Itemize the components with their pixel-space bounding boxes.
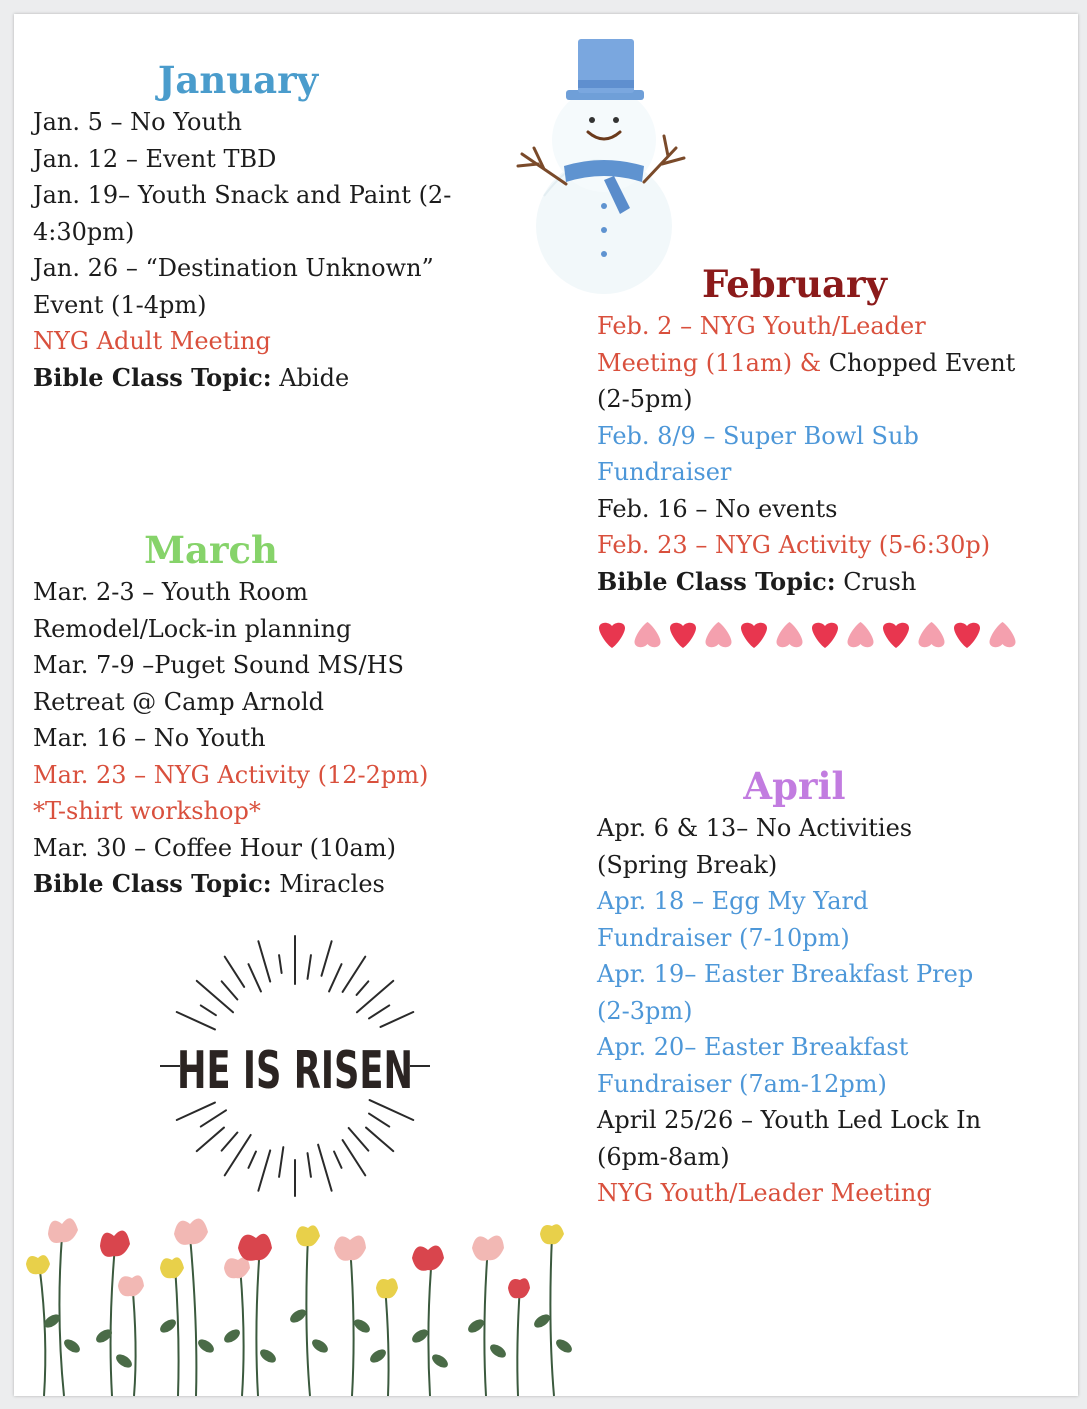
ray-line <box>357 981 393 1012</box>
january-title: January <box>157 58 319 102</box>
ray-line <box>201 1005 216 1015</box>
heart-icon <box>635 622 661 647</box>
he-is-risen-graphic <box>160 928 430 1198</box>
march-event: Remodel/Lock-in planning <box>33 614 352 643</box>
april-event: Fundraiser (7-10pm) <box>597 923 850 952</box>
heart-icon <box>954 623 980 648</box>
ray-line <box>222 1133 238 1151</box>
ray-line <box>366 1128 393 1152</box>
april-event: Apr. 6 & 13– No Activities <box>597 814 913 842</box>
flower-border-icon <box>20 1196 565 1396</box>
february-event: Feb. 23 – NYG Activity (5-6:30p) <box>597 531 991 559</box>
ray-line <box>321 941 331 976</box>
bible-topic-value: Miracles <box>279 870 385 898</box>
ray-line <box>343 957 366 992</box>
february-title: February <box>701 262 888 306</box>
ray-line <box>177 1012 215 1029</box>
heart-row-icon <box>596 618 1026 652</box>
heart-icon <box>919 622 945 647</box>
april-event: Apr. 18 – Egg My Yard <box>597 887 869 915</box>
ray-line <box>381 1012 414 1027</box>
heart-icon <box>599 623 625 648</box>
march-event: Retreat @ Camp Arnold <box>33 687 324 716</box>
march-section <box>33 528 513 903</box>
april-event: (2-3pm) <box>597 996 693 1025</box>
bible-topic-label: Bible Class Topic: <box>33 362 272 392</box>
ray-line <box>334 1152 341 1168</box>
march-event: *T-shirt workshop* <box>33 797 261 825</box>
march-event: Mar. 2-3 – Youth Room <box>33 578 309 606</box>
january-section <box>33 58 513 396</box>
ray-line <box>369 1005 389 1018</box>
april-event: NYG Youth/Leader Meeting <box>597 1179 932 1207</box>
ray-line <box>258 1150 270 1190</box>
january-event: Jan. 19– Youth Snack and Paint (2- <box>33 181 452 209</box>
ray-line <box>225 957 244 987</box>
bible-topic-label: Bible Class Topic: <box>33 869 272 898</box>
april-event: (6pm-8am) <box>597 1142 730 1171</box>
ray-line <box>318 1145 332 1191</box>
march-event: Mar. 16 – No Youth <box>33 724 266 752</box>
bible-topic-value: Crush <box>843 567 917 596</box>
bible-topic-value: Abide <box>279 363 350 392</box>
ray-line <box>225 1135 251 1175</box>
february-event: Feb. 16 – No events <box>597 494 838 523</box>
march-event: Mar. 7-9 –Puget Sound MS/HS <box>33 651 404 679</box>
ray-line <box>201 1110 226 1126</box>
ray-line <box>248 964 260 991</box>
ray-line <box>308 955 311 979</box>
snowman-icon <box>504 36 694 281</box>
heart-icon <box>777 622 803 647</box>
ray-line <box>349 1128 369 1151</box>
bible-topic-label: Bible Class Topic: <box>597 566 836 596</box>
january-event: Jan. 26 – “Destination Unknown” <box>33 254 434 282</box>
heart-icon <box>812 623 838 648</box>
february-event: (2-5pm) <box>597 385 693 413</box>
ray-line <box>279 955 282 973</box>
heart-icon <box>670 623 696 648</box>
april-event: Fundraiser (7am-12pm) <box>597 1069 887 1098</box>
january-event: Jan. 12 – Event TBD <box>33 144 277 173</box>
heart-icon <box>848 622 874 647</box>
february-event: Fundraiser <box>597 458 732 486</box>
april-title: April <box>743 764 846 808</box>
ray-line <box>357 981 369 995</box>
april-event: April 25/26 – Youth Led Lock In <box>597 1106 982 1134</box>
heart-icon <box>990 622 1016 647</box>
february-event <box>597 345 1077 382</box>
ray-line <box>258 941 270 981</box>
february-event-part: Chopped Event <box>828 348 1016 377</box>
january-event: 4:30pm) <box>33 217 135 246</box>
january-bible-topic <box>33 360 513 397</box>
ray-line <box>343 1140 366 1175</box>
february-event: Feb. 2 – NYG Youth/Leader <box>597 312 926 340</box>
april-event: Apr. 20– Easter Breakfast <box>597 1033 909 1061</box>
ray-line <box>222 981 238 999</box>
calendar-page <box>14 14 1078 1396</box>
ray-line <box>248 1152 255 1168</box>
ray-line <box>197 1128 224 1152</box>
ray-line <box>369 1114 389 1127</box>
march-title: March <box>144 528 278 572</box>
ray-line <box>197 981 233 1012</box>
february-event: Feb. 8/9 – Super Bowl Sub <box>597 421 919 450</box>
march-bible-topic <box>33 866 513 903</box>
heart-icon <box>741 623 767 648</box>
april-event: (Spring Break) <box>597 850 778 879</box>
february-event-part: Meeting (11am) & <box>597 348 822 377</box>
january-event: Event (1-4pm) <box>33 290 207 319</box>
ray-line <box>279 1147 283 1177</box>
he-is-risen-text: HE IS RISEN <box>177 1041 413 1101</box>
january-event: NYG Adult Meeting <box>33 327 271 355</box>
march-event: Mar. 23 – NYG Activity (12-2pm) <box>33 760 429 789</box>
april-event: Apr. 19– Easter Breakfast Prep <box>597 960 974 988</box>
heart-icon <box>883 623 909 648</box>
february-bible-topic <box>597 564 1077 601</box>
april-section <box>597 764 1077 1212</box>
heart-icon <box>706 622 732 647</box>
march-event: Mar. 30 – Coffee Hour (10am) <box>33 833 396 862</box>
ray-line <box>177 1103 215 1120</box>
january-event: Jan. 5 – No Youth <box>33 108 243 136</box>
ray-line <box>329 964 341 991</box>
ray-line <box>308 1153 311 1177</box>
february-section <box>597 262 1077 600</box>
